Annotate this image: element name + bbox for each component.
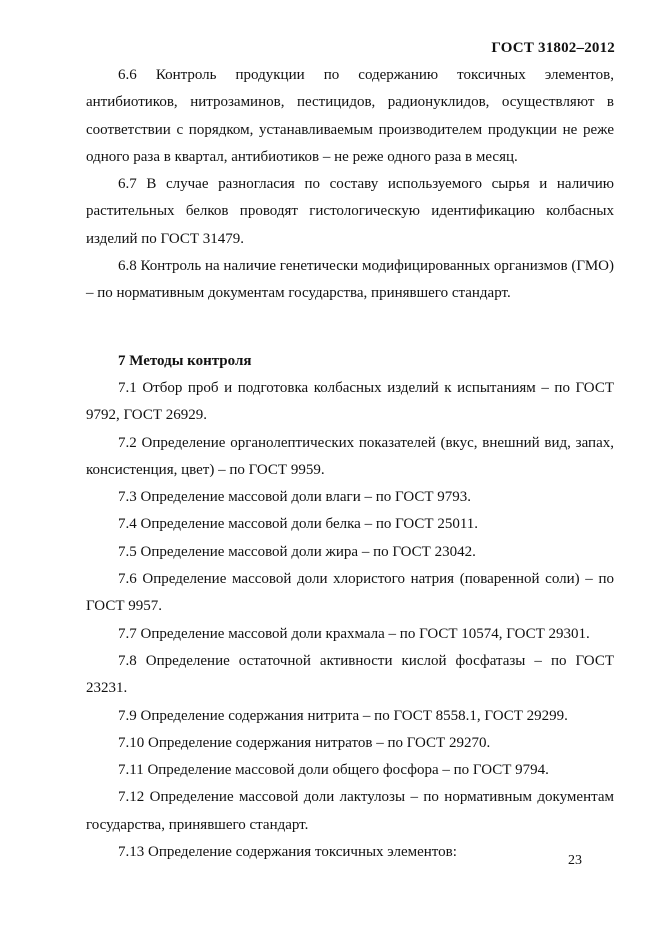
paragraph-7-10: 7.10 Определение содержания нитратов – по ГОСТ 29270.	[118, 734, 491, 751]
paragraph-7-13: 7.13 Определение содержания токсичных элементов:	[118, 844, 457, 861]
paragraph-7-5: 7.5 Определение массовой доли жира – по ГОСТ 23042.	[118, 543, 476, 560]
paragraph-7-4: 7.4 Определение массовой доли белка – по ГОСТ 25011.	[118, 516, 479, 533]
paragraph-7-3: 7.3 Определение массовой доли влаги – по ГОСТ 9793.	[118, 489, 471, 506]
document-standard-header: ГОСТ 31802–2012	[491, 40, 615, 56]
paragraph-7-6: 7.6 Определение массовой доли хлористого натрия (поваренной соли) – по ГОСТ 9957.	[86, 571, 614, 615]
paragraph-7-2: 7.2 Определение органолептических показателей (вкус, внешний вид, запах, консистенция, цвет) – по ГОСТ 9959.	[86, 434, 614, 478]
page-number: 23	[568, 853, 582, 868]
paragraph-6-7: 6.7 В случае разногласия по составу используемого сырья и наличию растительных белков проводят гистологическую идентификацию колбасных изделий по ГОСТ 31479.	[86, 176, 614, 247]
paragraph-7-9: 7.9 Определение содержания нитрита – по ГОСТ 8558.1, ГОСТ 29299.	[118, 707, 568, 724]
paragraph-7-12: 7.12 Определение массовой доли лактулозы – по нормативным документам государства, принявшего стандарт.	[86, 789, 614, 833]
paragraph-7-1: 7.1 Отбор проб и подготовка колбасных изделий к испытаниям – по ГОСТ 9792, ГОСТ 26929.	[86, 379, 614, 424]
paragraph-7-8: 7.8 Определение остаточной активности кислой фосфатазы – по ГОСТ 23231.	[86, 652, 614, 697]
section-7-heading: 7 Методы контроля	[118, 352, 252, 369]
paragraph-6-8: 6.8 Контроль на наличие генетически модифицированных организмов (ГМО) – по нормативным документам государства, принявшего стандарт.	[86, 258, 614, 302]
document-body	[86, 62, 614, 866]
paragraph-7-11: 7.11 Определение массовой доли общего фосфора – по ГОСТ 9794.	[118, 762, 549, 779]
paragraph-6-6: 6.6 Контроль продукции по содержанию токсичных элементов, антибиотиков, нитрозаминов, пестицидов, радионуклидов, осуществляют в соответствии с порядком, устанавливаемым производителем продукции не реже одного раза в квартал, антибиотиков – не реже одного раза в месяц.	[86, 67, 614, 165]
paragraph-7-7: 7.7 Определение массовой доли крахмала – по ГОСТ 10574, ГОСТ 29301.	[118, 625, 590, 642]
